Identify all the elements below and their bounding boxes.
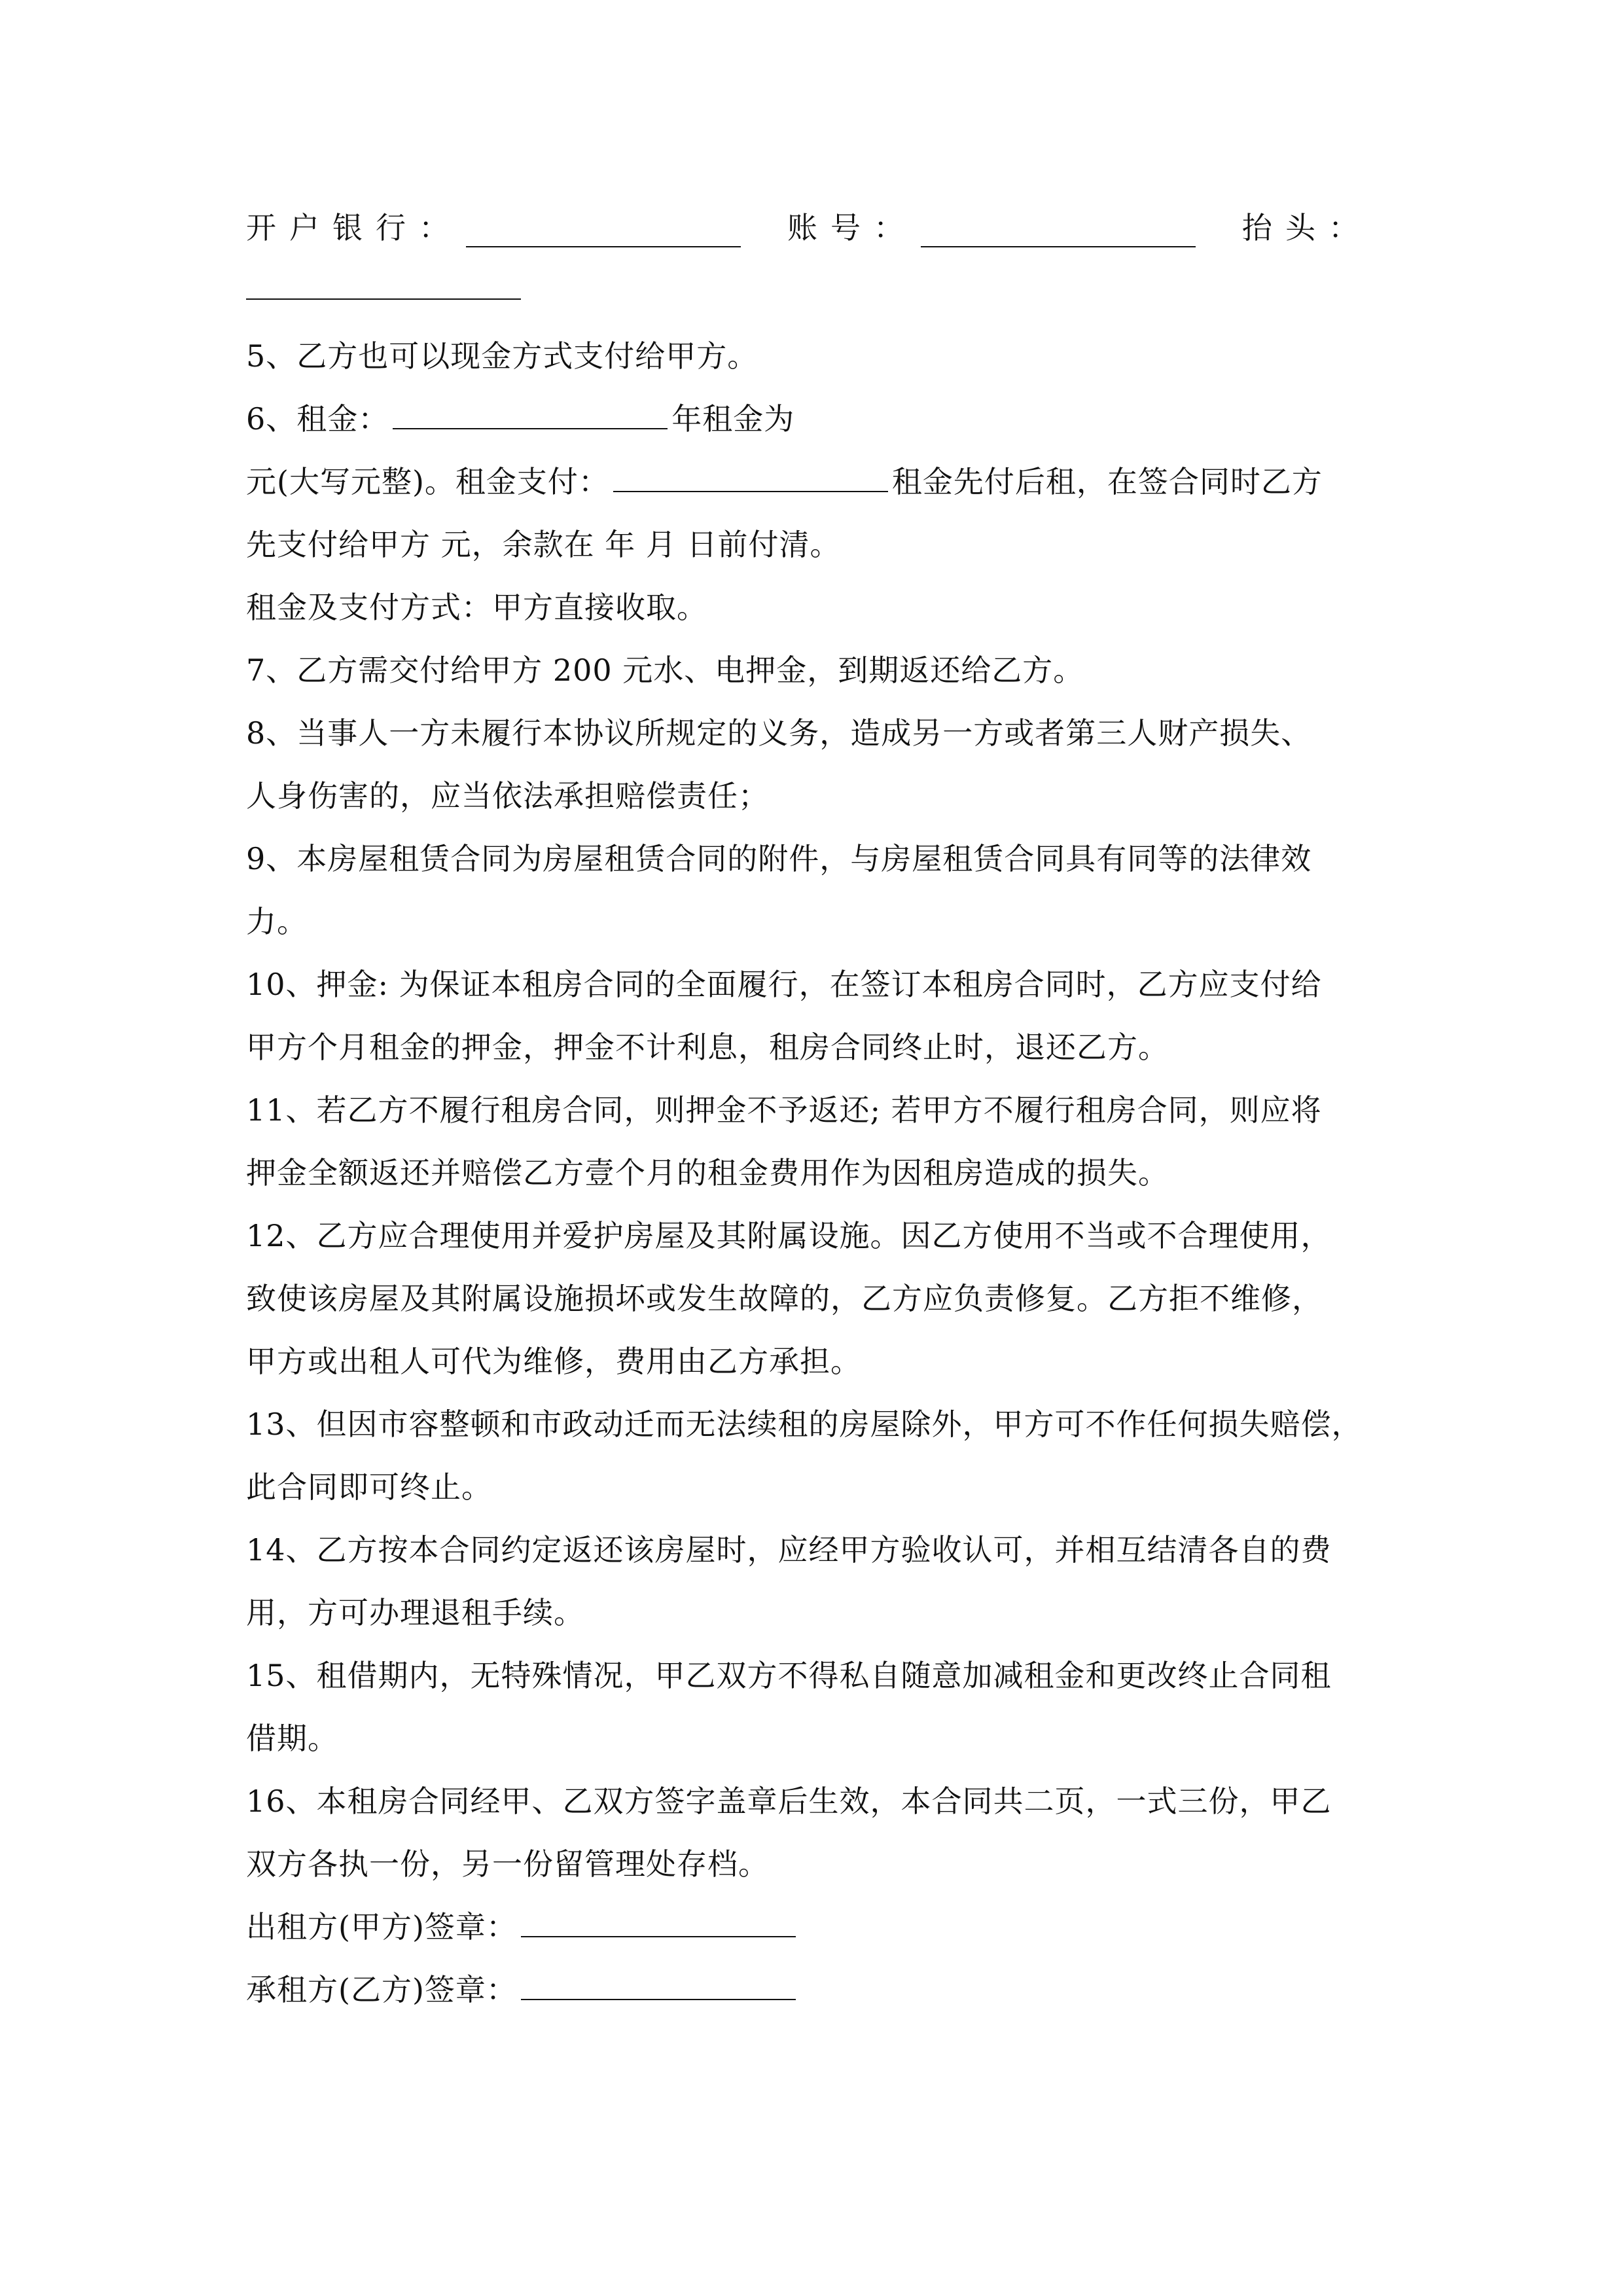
clause-13-line-2: 此合同即可终止。 (246, 1469, 492, 1505)
clause-12-line-1: 12、乙方应合理使用并爱护房屋及其附属设施。因乙方使用不当或不合理使用， (246, 1218, 1332, 1253)
rent-annual-label: 年租金为 (671, 401, 795, 437)
clause-6-line-1 (246, 399, 794, 439)
rent-payment-label: 元(大写元整)。租金支付： (246, 464, 609, 499)
header-blank (246, 270, 521, 300)
clause-12-line-3: 甲方或出租人可代为维修，费用由乙方承担。 (246, 1344, 861, 1379)
clause-10-line-1: 10、押金: 为保证本租房合同的全面履行，在签订本租房合同时，乙方应支付给 (246, 967, 1322, 1002)
lessee-signature-label: 承租方(乙方)签章： (246, 1972, 517, 2007)
clause-9-line-2: 力。 (246, 904, 308, 939)
account-label: 账号： (787, 210, 917, 245)
clause-15-line-2: 借期。 (246, 1721, 338, 1756)
clause-6-line-3: 先支付给甲方 元，余款在 年 月 日前付清。 (246, 527, 841, 562)
clause-14-line-1: 14、乙方按本合同约定返还该房屋时，应经甲方验收认可，并相互结清各自的费 (246, 1532, 1332, 1568)
bank-info-row (246, 208, 1372, 247)
clause-10-line-2: 甲方个月租金的押金，押金不计利息，租房合同终止时，退还乙方。 (246, 1030, 1169, 1065)
header-label: 抬头： (1242, 210, 1372, 245)
account-blank (921, 217, 1196, 247)
bank-label: 开户银行： (246, 210, 462, 245)
clause-11-line-2: 押金全额返还并赔偿乙方壹个月的租金费用作为因租房造成的损失。 (246, 1155, 1169, 1191)
clause-6-line-2 (246, 462, 1323, 501)
clause-8-line-2: 人身伤害的，应当依法承担赔偿责任； (246, 778, 769, 814)
clause-14-line-2: 用，方可办理退租手续。 (246, 1595, 584, 1630)
clause-6-line-4: 租金及支付方式：甲方直接收取。 (246, 590, 707, 625)
lessor-signature-line (246, 1907, 800, 1946)
header-field (1242, 208, 1372, 247)
clause-11-line-1: 11、若乙方不履行租房合同，则押金不予返还; 若甲方不履行租房合同，则应将 (246, 1092, 1322, 1128)
bank-field (246, 208, 745, 247)
clause-5: 5、乙方也可以现金方式支付给甲方。 (246, 338, 758, 374)
rent-blank (393, 399, 668, 429)
lessee-signature-line (246, 1970, 800, 2009)
bank-blank (466, 217, 741, 247)
clause-15-line-1: 15、租借期内，无特殊情况，甲乙双方不得私自随意加减租金和更改终止合同租 (246, 1658, 1332, 1693)
clause-8-line-1: 8、当事人一方未履行本协议所规定的义务，造成另一方或者第三人财产损失、 (246, 715, 1312, 751)
rent-payment-blank (613, 462, 888, 492)
lessee-signature-blank (521, 1970, 796, 2000)
lessor-signature-label: 出租方(甲方)签章： (246, 1909, 517, 1945)
clause-16-line-2: 双方各执一份，另一份留管理处存档。 (246, 1846, 769, 1882)
lessor-signature-blank (521, 1907, 796, 1937)
rent-label: 6、租金： (246, 401, 389, 437)
header-blank-line (246, 270, 525, 309)
clause-7: 7、乙方需交付给甲方 200 元水、电押金，到期返还给乙方。 (246, 653, 1084, 688)
rent-payment-terms: 租金先付后租，在签合同时乙方 (891, 464, 1323, 499)
clause-9-line-1: 9、本房屋租赁合同为房屋租赁合同的附件，与房屋租赁合同具有同等的法律效 (246, 841, 1312, 876)
clause-12-line-2: 致使该房屋及其附属设施损坏或发生故障的，乙方应负责修复。乙方拒不维修， (246, 1281, 1323, 1316)
account-field (787, 208, 1200, 247)
clause-13-line-1: 13、但因市容整顿和市政动迁而无法续租的房屋除外，甲方可不作任何损失赔偿， (246, 1407, 1363, 1442)
clause-16-line-1: 16、本租房合同经甲、乙双方签字盖章后生效，本合同共二页，一式三份，甲乙 (246, 1784, 1332, 1819)
